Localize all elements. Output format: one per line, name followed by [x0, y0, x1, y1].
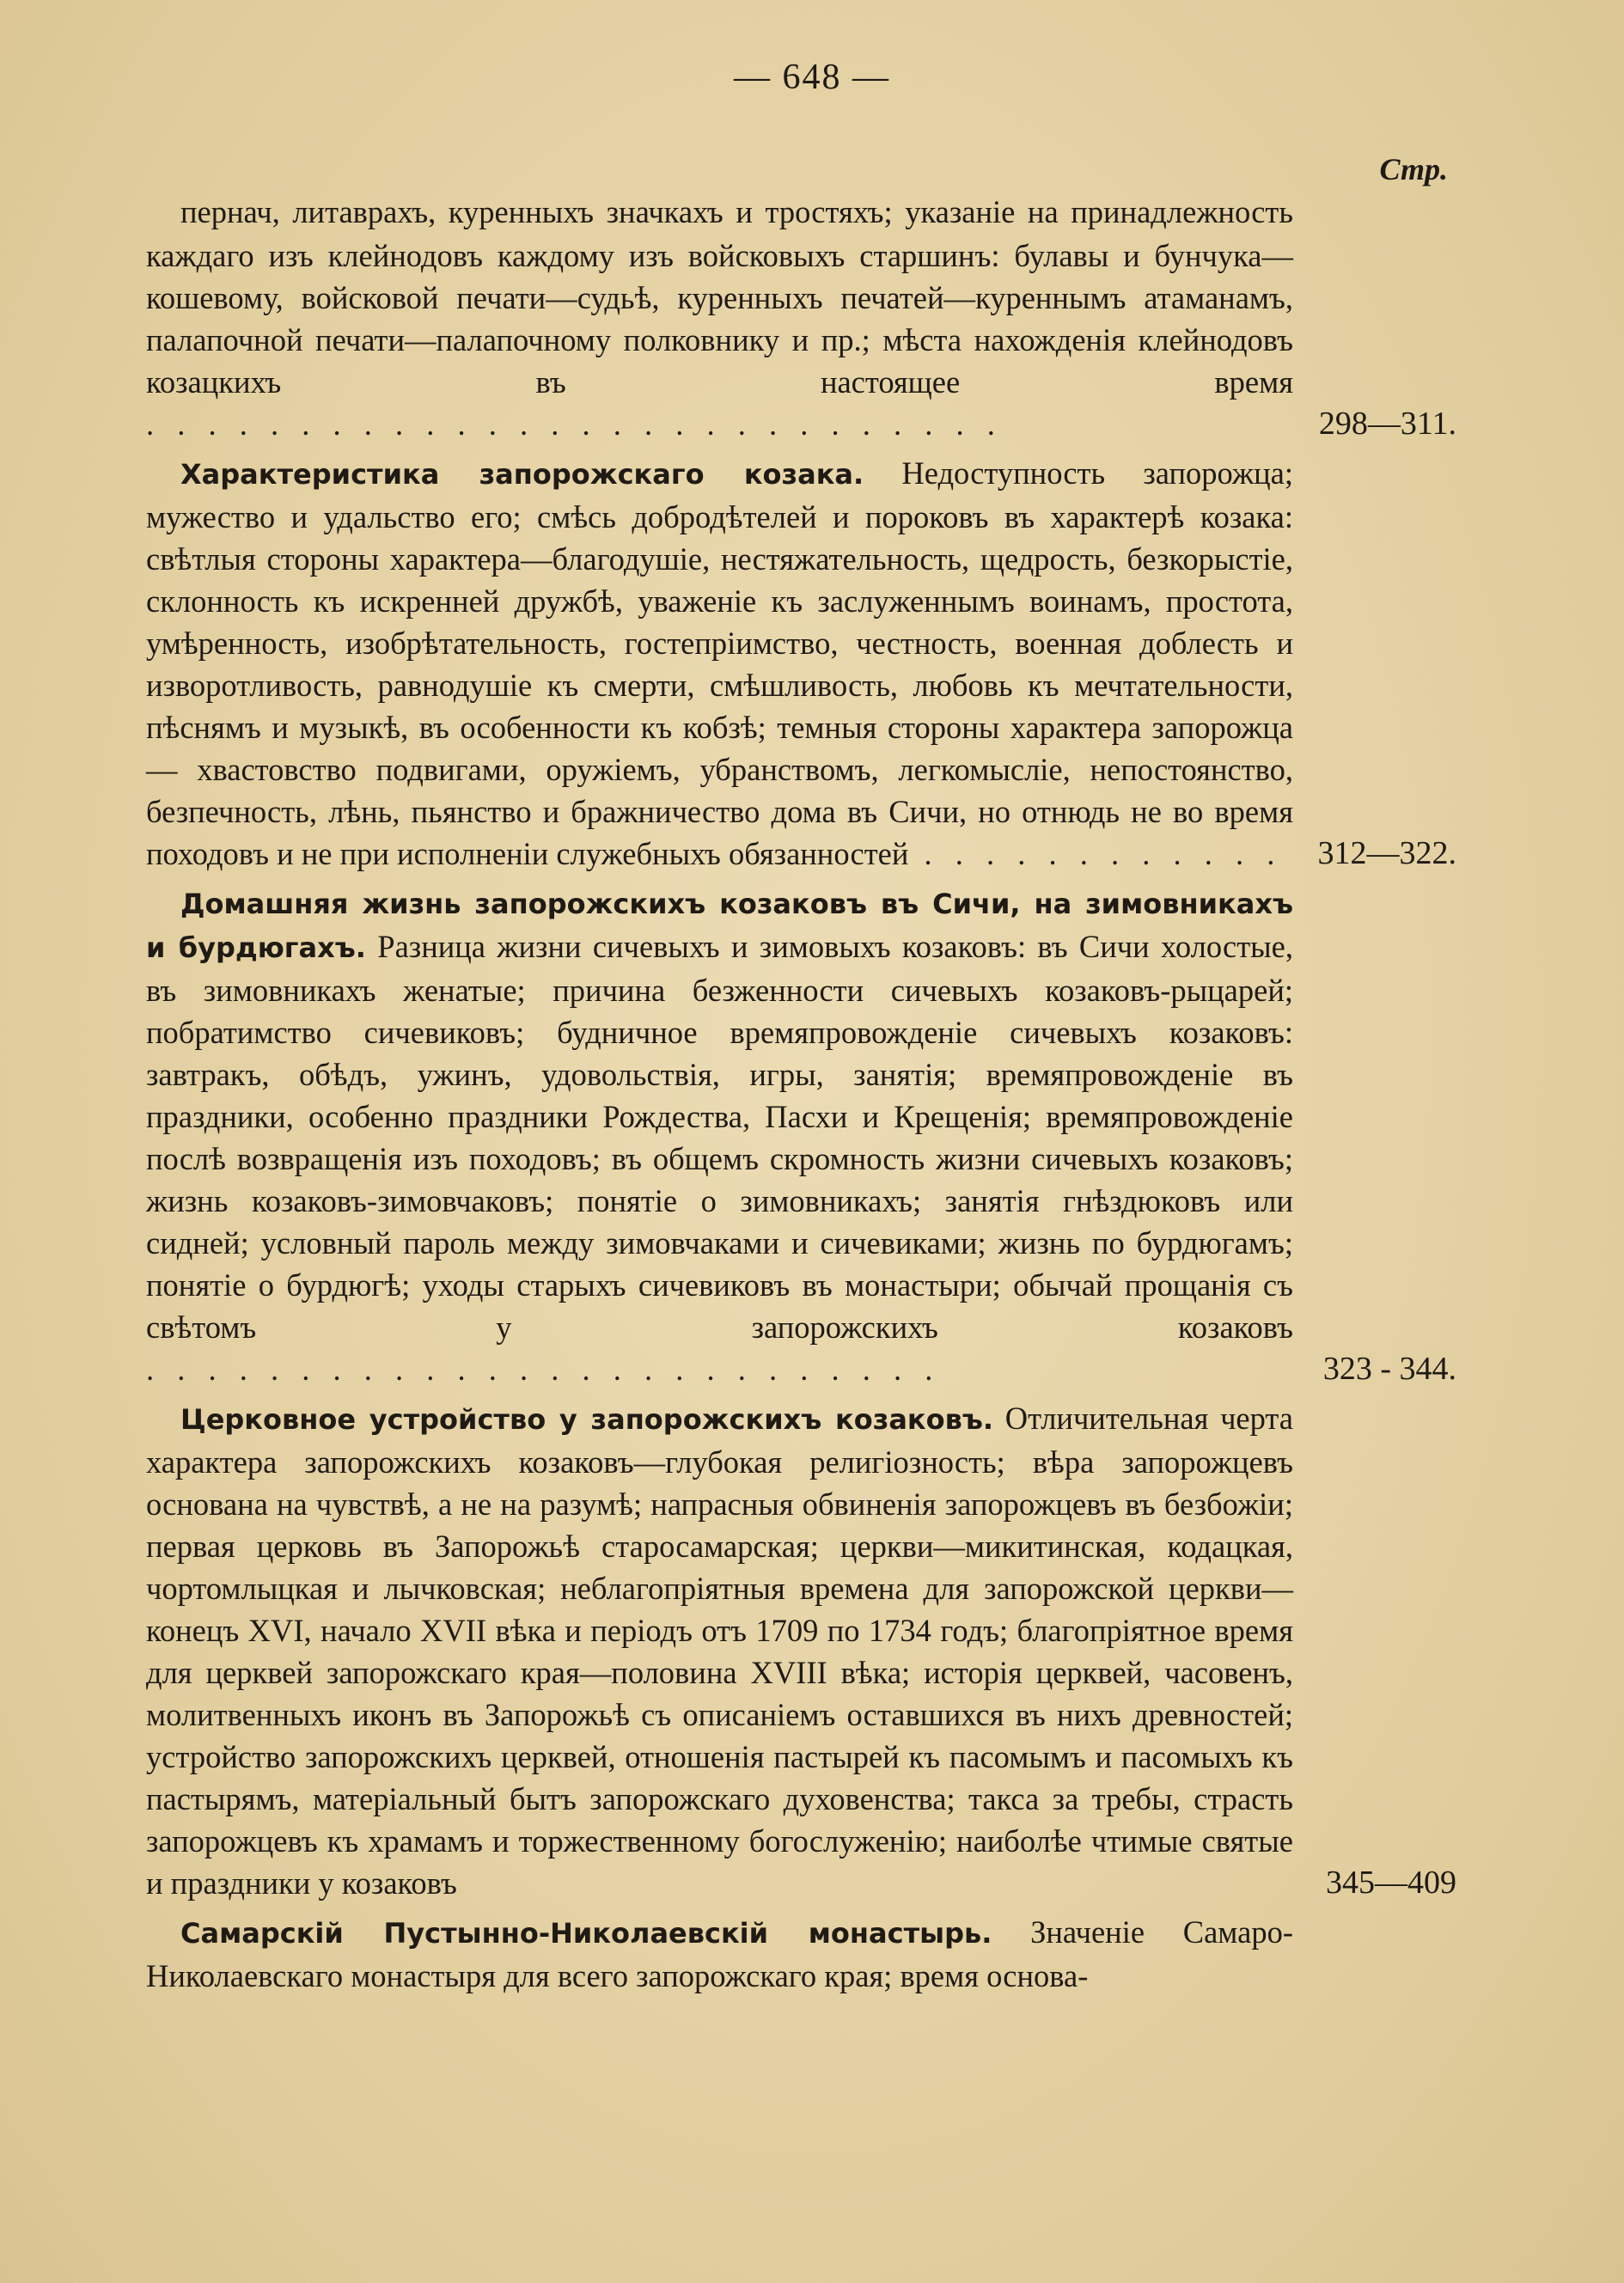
- contents-entry: [146, 882, 1456, 1390]
- entry-text: Значеніе Самаро-Николаевскаго монастыря для всего запорожскаго края; время основа-: [146, 1914, 1293, 1993]
- page-number: — 648 —: [734, 58, 890, 97]
- entry-heading: Церковное устройство у запорожскихъ козаковъ.: [180, 1403, 994, 1436]
- contents-entry: [146, 452, 1456, 875]
- entry-pages: 312—322.: [1317, 835, 1456, 871]
- entry-heading: Домашняя жизнь запорожскихъ козаковъ въ Сичи, на зимовникахъ и бурдюгахъ.: [146, 888, 1293, 964]
- entry-pages: 323 - 344.: [1322, 1351, 1456, 1387]
- entry-text: Недоступность запорожца; мужество и удальство его; смѣсь добродѣтелей и пороковъ въ характерѣ козака: свѣтлыя стороны характера—благодушіе, нестяжательность, щедрость, безкорыстіе, склонность къ искренней дружбѣ, уваженіе къ заслуженнымъ воинамъ, простота, умѣренность, изобрѣтательность, гостепріимство, честность, военная доблесть и изворотливость, равнодушіе къ смерти, смѣшливость, любовь къ мечтательности, пѣснямъ и музыкѣ, въ особенности къ кобзѣ; темныя стороны характера запорожца — хвастовство подвигами, оружіемъ, убранствомъ, легкомысліе, непостоянство, безпечность, лѣнь, пьянство и бражничество дома въ Сичи, но отнюдь не во время походовъ и не при исполненіи служебныхъ обязанностей: [146, 455, 1293, 871]
- entry-body: [146, 452, 1293, 875]
- entry-body: [146, 1397, 1293, 1904]
- dot-leader: . . . . . . . . . . . . . . . . . . . . . . . . . . . .: [146, 406, 1003, 442]
- dot-leader: . . . . . . . . . . . . . . . . . . . . . . . . . .: [146, 1352, 941, 1387]
- entry-pages: 345—409: [1326, 1865, 1456, 1901]
- entry-body: [146, 191, 1293, 445]
- entry-heading: Самарскій Пустынно-Николаевскій монастырь.: [180, 1917, 992, 1950]
- entry-body: [146, 882, 1293, 1390]
- entry-text: Разница жизни сичевыхъ и зимовыхъ козаковъ: въ Сичи холостые, въ зимовникахъ женатые; причина безженности сичевыхъ козаковъ-рыцарей; побратимство сичевиковъ; будничное времяпровожденіе сичевыхъ козаковъ: завтракъ, обѣдъ, ужинъ, удовольствія, игры, занятія; времяпровожденіе въ праздники, особенно праздники Рождества, Пасхи и Крещенія; времяпровожденіе послѣ возвращенія изъ походовъ; въ общемъ скромность жизни сичевыхъ козаковъ; жизнь козаковъ-зимовчаковъ; понятіе о зимовникахъ; занятія гнѣздюковъ или сидней; условный пароль между зимовчаками и сичевиками; жизнь по бурдюгамъ; понятіе о бурдюгѣ; уходы старыхъ сичевиковъ въ монастыри; обычай прощанія съ свѣтомъ у запорожскихъ козаковъ: [146, 929, 1294, 1345]
- entry-body: [146, 1911, 1293, 1997]
- pages-column-header: Стр.: [1379, 152, 1448, 186]
- contents-entry: [146, 191, 1456, 445]
- entry-text: Отличительная черта характера запорожскихъ козаковъ—глубокая религіозность; вѣра запорожцевъ основана на чувствѣ, а не на разумѣ; напрасныя обвиненія запорожцевъ въ безбожіи; первая церковь въ Запорожьѣ старосамарская; церкви—микитинская, кодацкая, чортомлыцкая и лычковская; неблагопріятныя времена для запорожской церкви—конецъ XVI, начало XVII вѣка и періодъ отъ 1709 по 1734 годъ; благопріятное время для церквей запорожскаго края—половина XVIII вѣка; исторія церквей, часовенъ, молитвенныхъ иконъ въ Запорожьѣ съ описаніемъ оставшихся въ нихъ древностей; устройство запорожскихъ церквей, отношенія пастырей къ пасомымъ и пасомыхъ къ пастырямъ, матеріальный бытъ запорожскаго духовенства; такса за требы, страсть запорожцевъ къ храмамъ и торжественному богослуженію; наиболѣе чтимые святые и праздники у козаковъ: [146, 1401, 1294, 1901]
- dot-leader: . . . . . . . . . . . .: [908, 836, 1283, 871]
- entry-heading: [146, 197, 180, 229]
- contents-list: [146, 191, 1456, 2004]
- contents-entry: [146, 1911, 1293, 1997]
- entry-text: пернач, литаврахъ, куренныхъ значкахъ и тростяхъ; указаніе на принадлежность каждаго изъ клейнодовъ каждому изъ войсковыхъ старшинъ: булавы и бунчука—кошевому, войсковой печати—судьѣ, куренныхъ печатей—куреннымъ атаманамъ, палапочной печати—палапочному полковнику и пр.; мѣста нахожденія клейнодовъ козацкихъ въ настоящее время: [146, 194, 1293, 400]
- entry-pages: 298—311.: [1318, 406, 1456, 442]
- entry-heading: Характеристика запорожскаго козака.: [180, 458, 864, 491]
- contents-entry: [146, 1397, 1456, 1904]
